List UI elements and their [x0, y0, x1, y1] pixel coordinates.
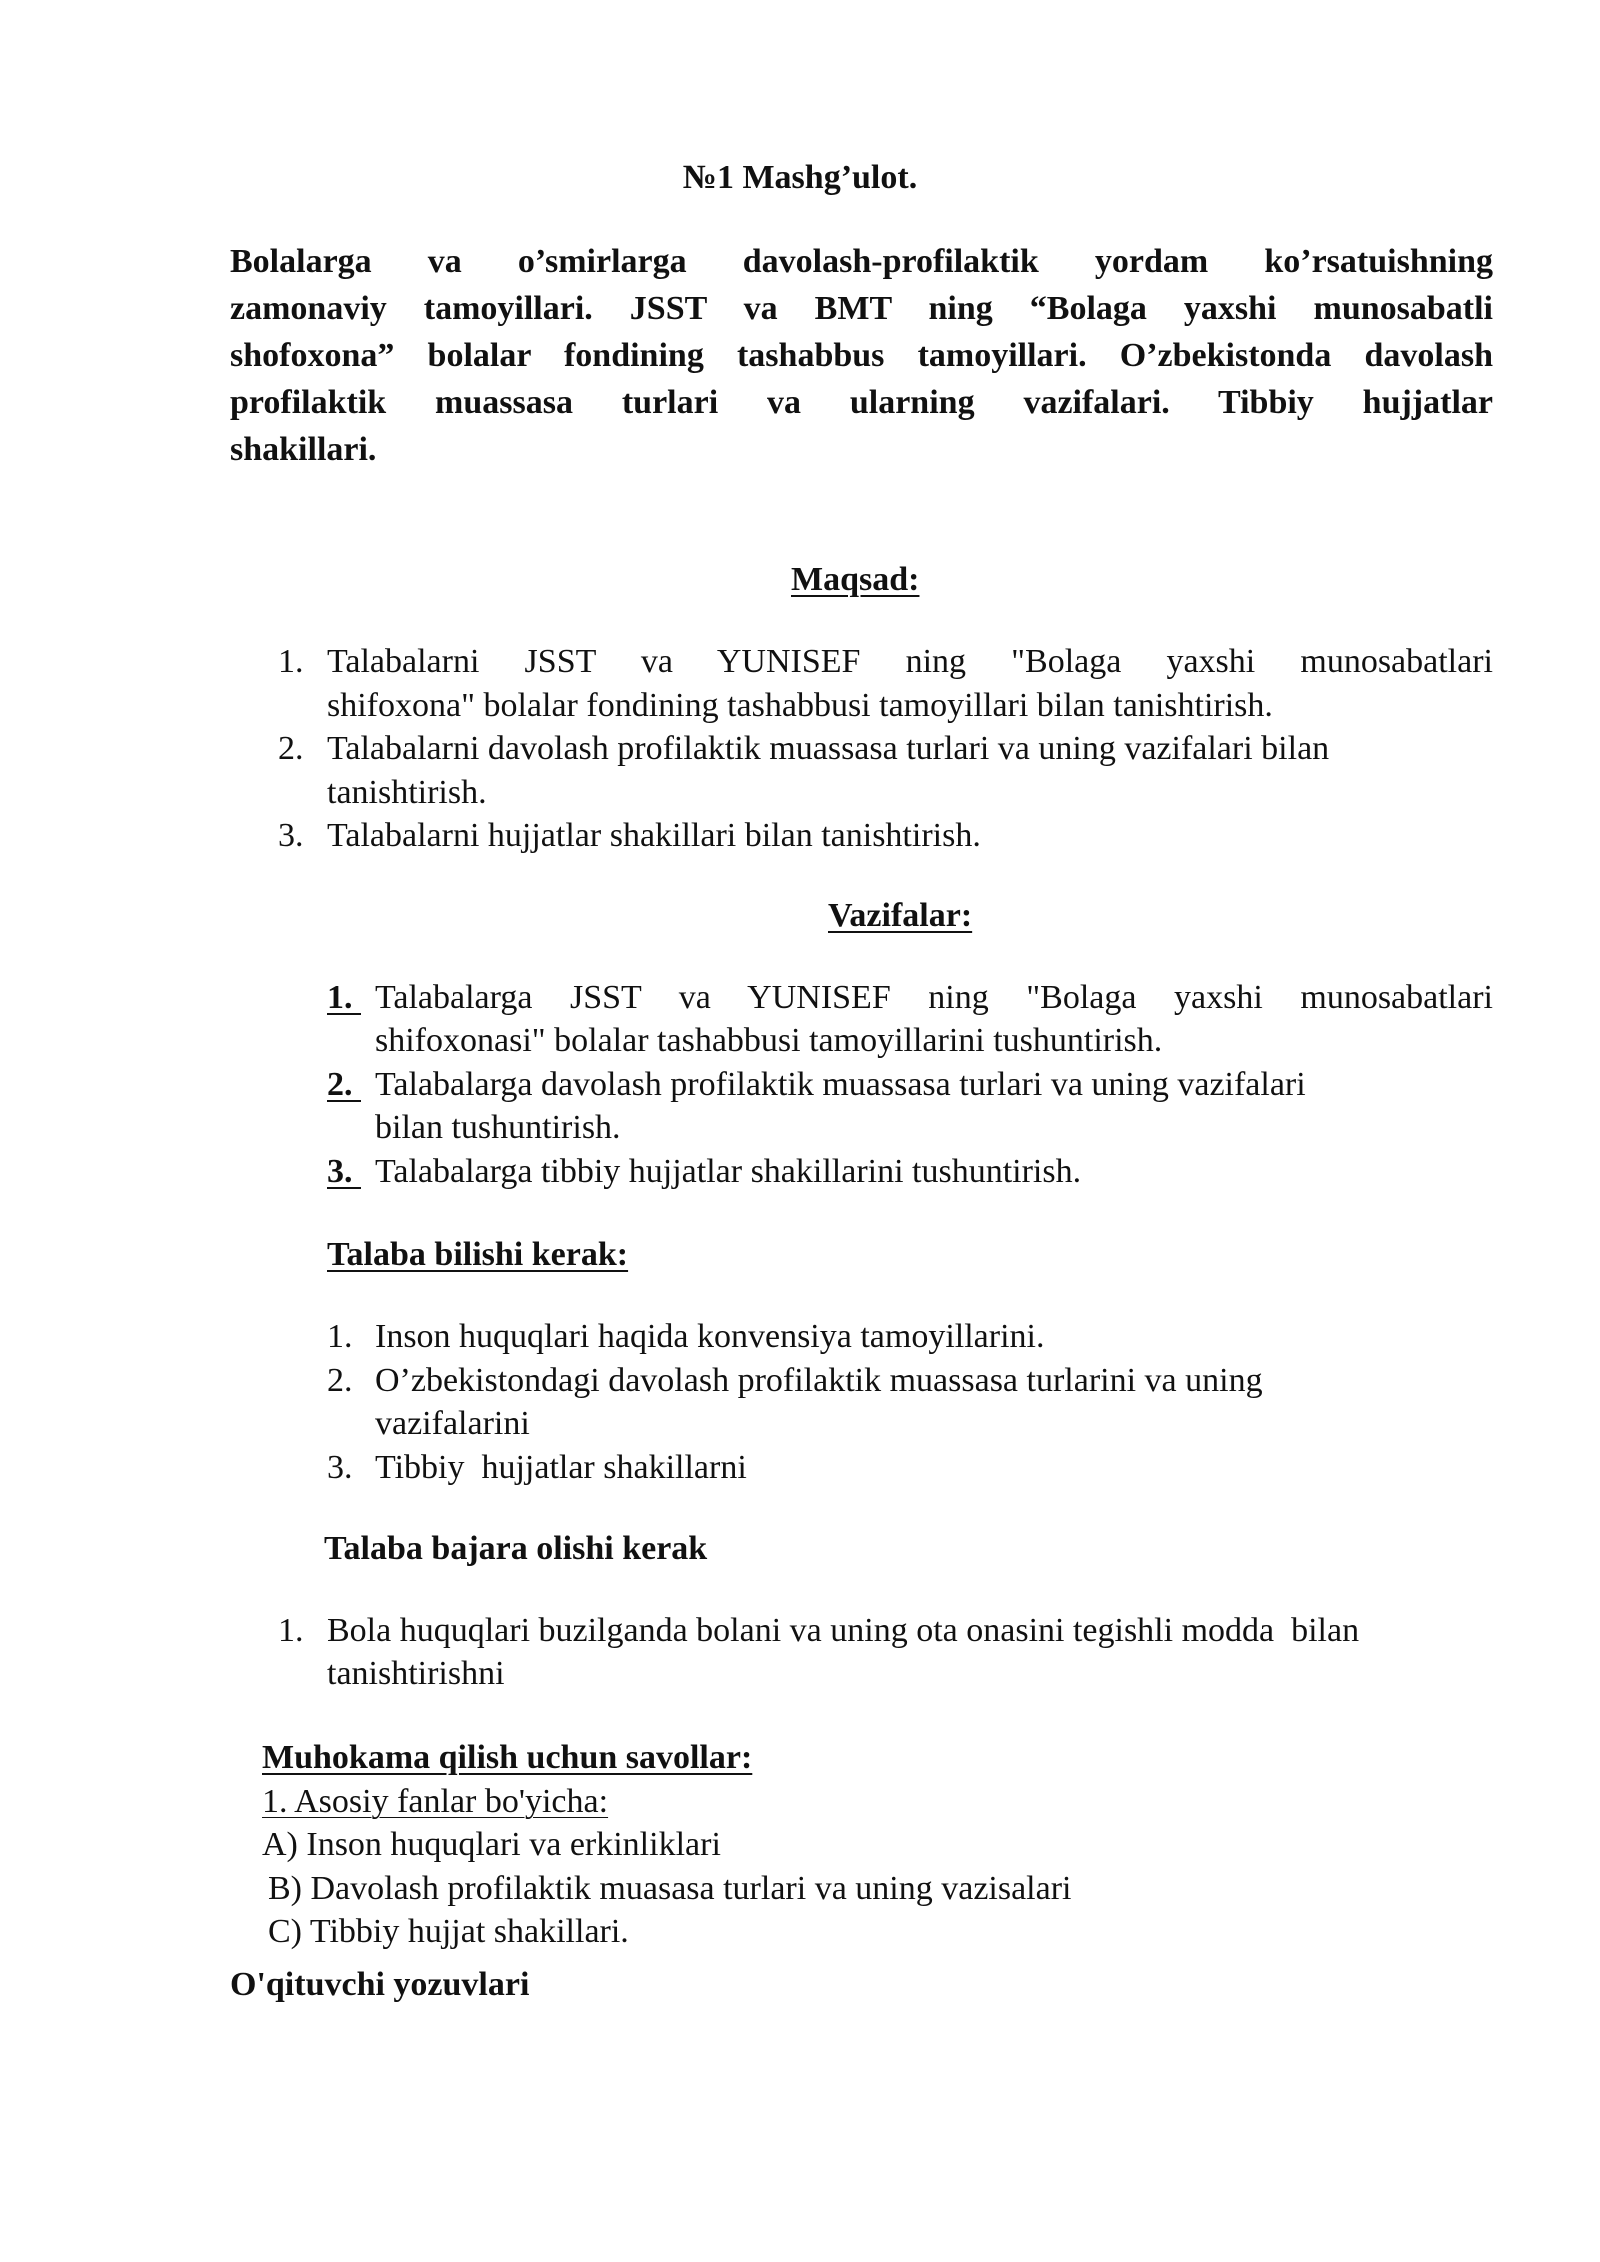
- maqsad-item-3-number: 3.: [278, 817, 304, 854]
- muhokama-question-a: A) Inson huquqlari va erkinliklari: [262, 1826, 721, 1863]
- vazifalar-item-2-number: 2.: [327, 1066, 361, 1103]
- vazifalar-item-2-line-2: bilan tushuntirish.: [375, 1109, 621, 1146]
- bajara-item-1-line-1: Bola huquqlari buzilganda bolani va uning ota onasini tegishli modda bilan: [327, 1612, 1360, 1649]
- vazifalar-item-1-line-1: Talabalarga JSST va YUNISEF ning "Bolaga yaxshi munosabatlari: [375, 979, 1493, 1016]
- bilishi-item-2-line-2: vazifalarini: [375, 1405, 530, 1442]
- maqsad-heading: Maqsad:: [791, 561, 920, 598]
- teacher-notes-heading: O'qituvchi yozuvlari: [230, 1966, 530, 2003]
- bilishi-heading: Talaba bilishi kerak:: [327, 1236, 629, 1273]
- subtitle-line-1: Bolalarga va o’smirlarga davolash-profilaktik yordam ko’rsatuishning: [230, 243, 1493, 280]
- vazifalar-item-3-number: 3.: [327, 1153, 361, 1190]
- maqsad-item-2-line-1: Talabalarni davolash profilaktik muassasa turlari va uning vazifalari bilan: [327, 730, 1330, 767]
- vazifalar-item-1-line-2: shifoxonasi" bolalar tashabbusi tamoyillarini tushuntirish.: [375, 1022, 1163, 1059]
- maqsad-item-1-number: 1.: [278, 643, 304, 680]
- bilishi-item-1-number: 1.: [327, 1318, 353, 1355]
- muhokama-question-c: C) Tibbiy hujjat shakillari.: [268, 1913, 629, 1950]
- muhokama-question-b: B) Davolash profilaktik muasasa turlari va uning vazisalari: [268, 1870, 1072, 1907]
- bajara-heading: Talaba bajara olishi kerak: [324, 1530, 708, 1567]
- bilishi-item-2-line-1: O’zbekistondagi davolash profilaktik muassasa turlarini va uning: [375, 1362, 1263, 1399]
- subtitle-line-5: shakillari.: [230, 431, 377, 468]
- vazifalar-item-2-line-1: Talabalarga davolash profilaktik muassasa turlari va uning vazifalari: [375, 1066, 1306, 1103]
- subtitle-line-3: shofoxona” bolalar fondining tashabbus tamoyillari. O’zbekistonda davolash: [230, 337, 1493, 374]
- maqsad-item-2-line-2: tanishtirish.: [327, 774, 487, 811]
- vazifalar-item-3-line-1: Talabalarga tibbiy hujjatlar shakillarini tushuntirish.: [375, 1153, 1082, 1190]
- bajara-item-1-line-2: tanishtirishni: [327, 1655, 505, 1692]
- maqsad-item-2-number: 2.: [278, 730, 304, 767]
- maqsad-item-1-line-1: Talabalarni JSST va YUNISEF ning "Bolaga yaxshi munosabatlari: [327, 643, 1493, 680]
- muhokama-heading: Muhokama qilish uchun savollar:: [262, 1739, 753, 1776]
- vazifalar-item-1-number: 1.: [327, 979, 361, 1016]
- vazifalar-heading: Vazifalar:: [828, 897, 973, 934]
- bilishi-item-1-line-1: Inson huquqlari haqida konvensiya tamoyillarini.: [375, 1318, 1045, 1355]
- maqsad-item-1-line-2: shifoxona" bolalar fondining tashabbusi tamoyillari bilan tanishtirish.: [327, 687, 1273, 724]
- subtitle-line-2: zamonaviy tamoyillari. JSST va BMT ning “Bolaga yaxshi munosabatli: [230, 290, 1493, 327]
- bajara-item-1-number: 1.: [278, 1612, 304, 1649]
- maqsad-item-3-line-1: Talabalarni hujjatlar shakillari bilan tanishtirish.: [327, 817, 981, 854]
- bilishi-item-3-number: 3.: [327, 1449, 353, 1486]
- page-title: №1 Mashg’ulot.: [682, 159, 918, 196]
- bilishi-item-2-number: 2.: [327, 1362, 353, 1399]
- muhokama-sub-heading: 1. Asosiy fanlar bo'yicha:: [262, 1783, 609, 1820]
- subtitle-line-4: profilaktik muassasa turlari va ularning vazifalari. Tibbiy hujjatlar: [230, 384, 1493, 421]
- bilishi-item-3-line-1: Tibbiy hujjatlar shakillarni: [375, 1449, 747, 1486]
